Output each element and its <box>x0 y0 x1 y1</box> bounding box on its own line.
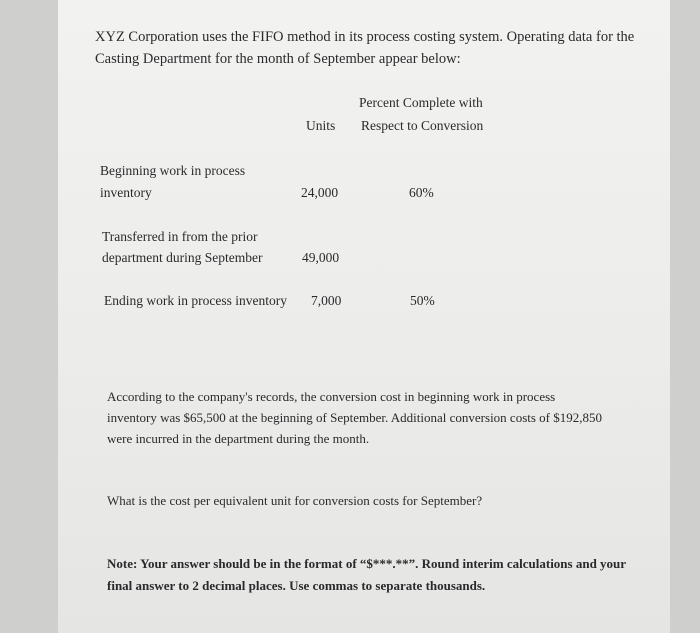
percent-header-line1: Percent Complete with <box>359 95 483 110</box>
row-percent: 60% <box>409 185 434 200</box>
percent-header-line2: Respect to Conversion <box>361 118 484 133</box>
row-units: 7,000 <box>311 293 342 308</box>
question-text: What is the cost per equivalent unit for conversion costs for September? <box>107 493 483 508</box>
row-label-line1: Transferred in from the prior <box>102 229 258 244</box>
row-units: 24,000 <box>301 185 339 200</box>
row-label-line2: department during September <box>102 250 263 265</box>
cost-paragraph: According to the company's records, the conversion cost in beginning work in process inventory was $65,500 at the beginning of September. Additional conversion costs of $192,850 were incurred in the department during the month. <box>107 389 603 446</box>
units-header: Units <box>306 118 336 133</box>
row-label-line1: Ending work in process inventory <box>104 293 287 308</box>
row-label-line2: inventory <box>100 185 152 200</box>
row-label-line1: Beginning work in process <box>100 163 246 178</box>
row-percent: 50% <box>410 293 435 308</box>
intro-text: XYZ Corporation uses the FIFO method in its process costing system. Operating data for the Casting Department for the month of September appear below: <box>95 29 635 67</box>
row-units: 49,000 <box>302 250 340 265</box>
answer-format-note: Note: Your answer should be in the format of “$***.**”. Round interim calculations and your final answer to 2 decimal places. Use commas to separate thousands. <box>107 556 626 593</box>
